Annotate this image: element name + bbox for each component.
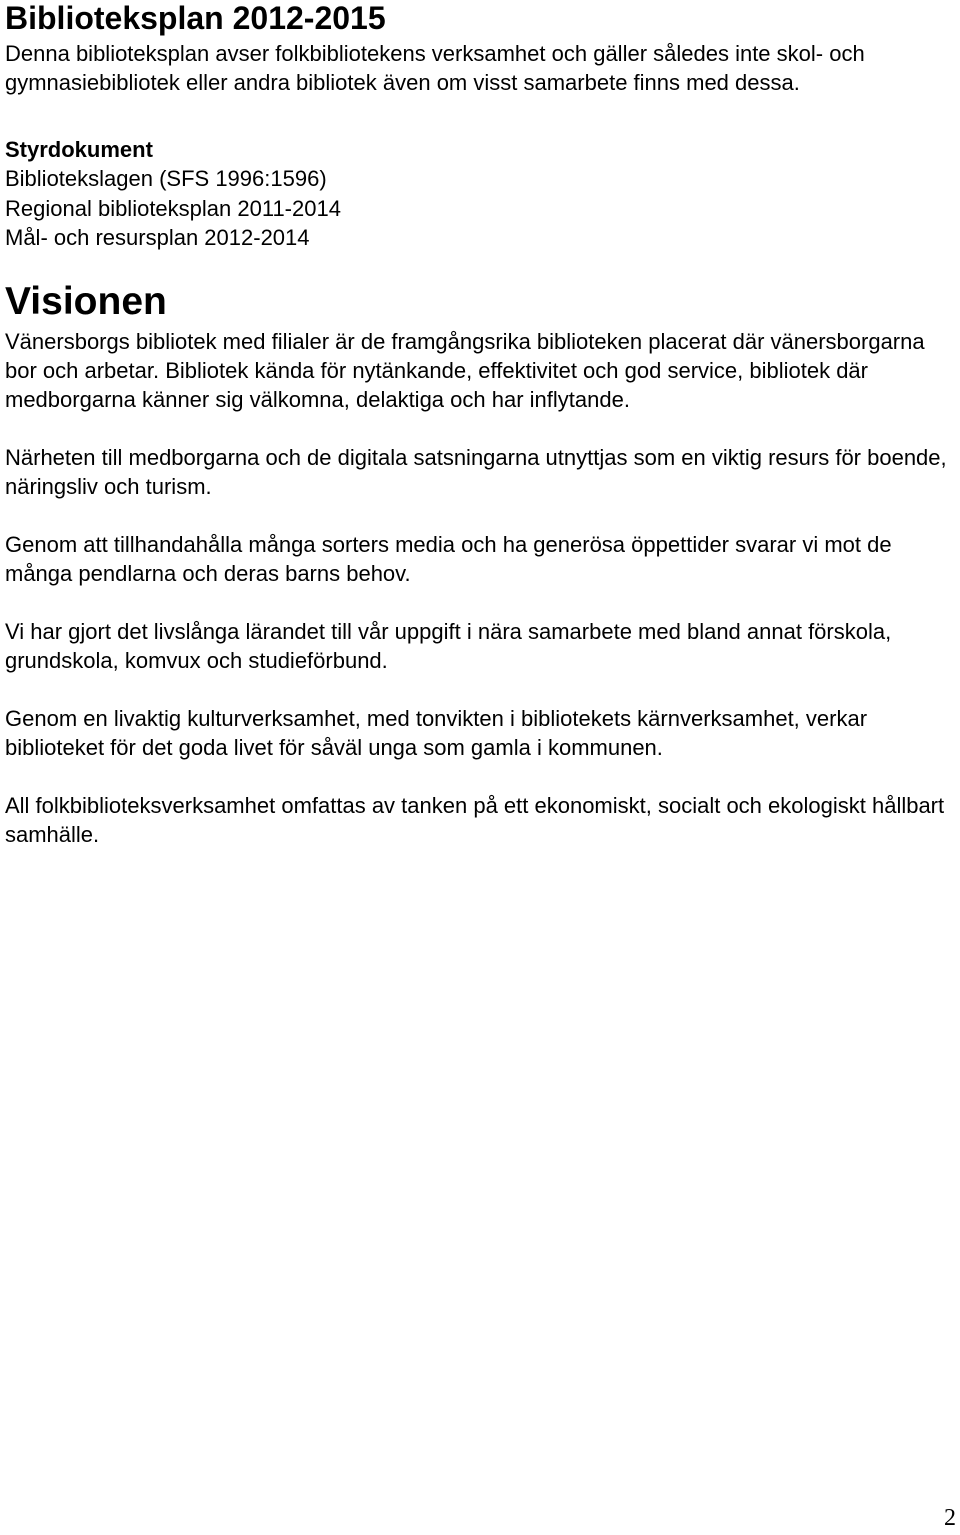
vision-paragraph: Genom att tillhandahålla många sorters media och ha generösa öppettider svarar vi mot de många pendlarna och deras barns behov.	[5, 531, 892, 586]
document-title: Biblioteksplan 2012-2015	[5, 0, 386, 36]
styrdokument-heading: Styrdokument	[5, 137, 153, 162]
styrdokument-item: Regional biblioteksplan 2011-2014	[5, 195, 341, 221]
vision-paragraph: Vi har gjort det livslånga lärandet till vår uppgift i nära samarbete med bland annat förskola, grundskola, komvux och studieförbund.	[5, 618, 892, 673]
vision-paragraph: All folkbiblioteksverksamhet omfattas av tanken på ett ekonomiskt, socialt och ekologiskt hållbart samhälle.	[5, 792, 945, 847]
styrdokument-item: Bibliotekslagen (SFS 1996:1596)	[5, 166, 327, 191]
document-page	[5, 0, 955, 849]
visionen-body	[5, 327, 955, 849]
page-number: 2	[944, 1505, 956, 1531]
intro-paragraph: Denna biblioteksplan avser folkbibliotekens verksamhet och gäller således inte skol- och gymnasiebibliotek eller andra bibliotek även om visst samarbete finns med dessa.	[5, 41, 865, 95]
styrdokument-list	[5, 164, 955, 253]
styrdokument-item: Mål- och resursplan 2012-2014	[5, 225, 310, 250]
vision-paragraph: Vänersborgs bibliotek med filialer är de framgångsrika biblioteken placerat där vänersborgarna bor och arbetar. Bibliotek kända för nytänkande, effektivitet och god service, bibliotek där medborgarna känner sig välkomna, delaktiga och har inflytande.	[5, 328, 925, 412]
vision-paragraph: Närheten till medborgarna och de digitala satsningarna utnyttjas som en viktig resurs för boende, näringsliv och turism.	[5, 444, 947, 499]
visionen-heading: Visionen	[5, 279, 167, 323]
vision-paragraph: Genom en livaktig kulturverksamhet, med tonvikten i bibliotekets kärnverksamhet, verkar biblioteket för det goda livet för såväl unga som gamla i kommunen.	[5, 705, 868, 760]
